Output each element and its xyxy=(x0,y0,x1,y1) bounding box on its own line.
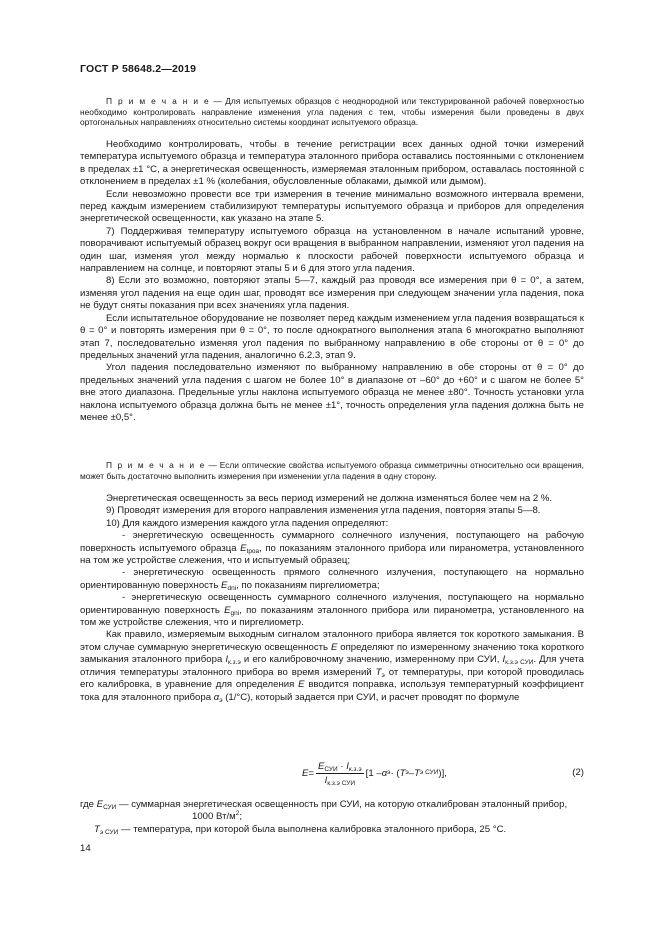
definition-t-sui: $T_{э СУИ}$ — температура, при которой была выполнена калибровка эталонного прибора, 25 °С. xyxy=(94,824,507,836)
paragraph-step-8: 8) Если это возможно, повторяют этапы 5—7, каждый раз проводя все измерения при θ = 0°, а затем, изменяя угол падения на еще один шаг, проводят все измерения при следующем значении угла падения, пока не будут сняты показания при всех значениях угла падения. xyxy=(80,275,584,312)
bullet-item: - энергетическую освещенность суммарного солнечного излучения, поступающего на рабочую поверхность испытуемого образца $E_{tpoa}$, по показаниям эталонного прибора или пиранометра, установленного на том же устройстве слежения, что и испытуемый образец; xyxy=(80,530,585,567)
paragraph: Как правило, измеряемым выходным сигналом эталонного прибора является ток короткого замыкания. В этом случае суммарную энергетическую освещенность E определяют по измеренному значению тока короткого замыкания эталонного прибора $I_{к.з.э}$ и его калибровочному значению, измеренному при СУИ, $I_{к.з.э СУИ}$. Для учета отличия температуры эталонного прибора во время измерений $T_э$ от температуры, при которой проводилась его калибровка, в уравнение для определения E вводится поправка, используя температурный коэффициент тока для эталонного прибора $\alpha_э$ (1/°С), который задается при СУИ, и расчет проводят по формуле xyxy=(80,629,584,704)
paragraph-step-7: 7) Поддерживая температуру испытуемого образца на установленном в начале испытаний уровне, поворачивают испытуемый образец вокруг оси вращения в выбранном направлении, изменяют угол падения на один шаг, изменяя угол между нормалью к плоскости рабочей поверхности испытуемого образца и направлением на солнце, и повторяют этапы 5 и 6 для этого угла падения. xyxy=(80,225,584,275)
note-text: — Для испытуемых образцов с неоднородной или текстурированной рабочей поверхностью необходимо контролировать направление изменения угла падения с тем, чтобы измерения были проведены в двух ортогональных направлениях относительно системы координат испытуемого образца. xyxy=(80,96,584,128)
paragraph-block-1 xyxy=(80,139,584,424)
page-number: 14 xyxy=(80,843,91,854)
paragraph-step-10: 10) Для каждого измерения каждого угла падения определяют: xyxy=(106,517,389,529)
paragraph: Если невозможно провести все три измерения в течение минимально возможного интервала времени, перед каждым измерением стабилизируют температуры испытуемого образца и приборов для определения энергетической освещенности, как указано на этапе 5. xyxy=(80,188,584,225)
note-text: — Если оптические свойства испытуемого образца симметричны относительно оси вращения, может быть достаточно выполнить измерения при изменении угла падения в одну сторону. xyxy=(80,460,584,481)
definition-e-sui: где $E_{СУИ}$ — суммарная энергетическая освещенность при СУИ, на которую откалиброван эталонный прибор, 1000 $Вт/м^2$; xyxy=(80,799,568,823)
paragraph: Энергетическая освещенность за весь период измерений не должна изменяться более чем на 2 %. xyxy=(106,493,553,504)
formula-number: (2) xyxy=(572,767,584,778)
note-label: П р и м е ч а н и е xyxy=(106,460,206,470)
paragraph-step-9: 9) Проводят измерения для второго направления изменения угла падения, повторяя этапы 5—8. xyxy=(106,505,541,517)
formula-expression: E = $\frac{E_{СУИ} \cdot I_{к.з.э}}{I_{к.з.э СУИ}}$ [1 – α э · ( T э – T э СУИ )], xyxy=(302,760,447,787)
paragraph-block-2 xyxy=(80,493,584,704)
formula-fraction: $\frac{E_{СУИ} \cdot I_{к.з.э}}{I_{к.з.э СУИ}}$ xyxy=(318,760,362,787)
bullet-item: - энергетическую освещенность прямого солнечного излучения, поступающего на нормально ориентированную поверхность $E_{dni}$, по показаниям пиргелиометра; xyxy=(80,567,584,592)
note-label: П р и м е ч а н и е xyxy=(106,96,211,106)
paragraph: Необходимо контролировать, чтобы в течение регистрации всех данных одной точки измерений температура испытуемого образца и температура эталонного прибора оставались постоянными с отклонением в пределах ±1 °С, а энергетическая освещенность, измеряемая эталонным прибором, оставалась постоянной с отклонением в пределах ±1 % (колебания, обусловленные облаками, дымкой или дымом). xyxy=(80,139,584,188)
bullet-item: - энергетическую освещенность суммарного солнечного излучения, поступающего на нормально ориентированную поверхность $E_{gni}$, по показаниям эталонного прибора или пиранометра, установленного на том же устройстве слежения, что и пиргелиометр. xyxy=(80,592,584,629)
note-2 xyxy=(80,460,584,481)
formula-2 xyxy=(80,755,584,791)
note-1 xyxy=(80,96,584,128)
document-header: ГОСТ Р 58648.2—2019 xyxy=(80,63,197,75)
paragraph: Угол падения последовательно изменяют по выбранному направлению в обе стороны от θ = 0° до предельных значений угла падения с шагом не более 10° в диапазоне от –60° до +60° и с шагом не более 5° вне этого диапазона. Предельные углы наклона испытуемого образца не менее ±80°. Точность установки угла наклона испытуемого образца должна быть не менее ±1°, точность определения угла падения должна быть не менее ±0,5°. xyxy=(80,362,584,423)
paragraph: Если испытательное оборудование не позволяет перед каждым изменением угла падения возвращаться к θ = 0° и повторять измерения при θ = 0°, то после однократного выполнения этапа 6 многократно выполняют этап 7, последовательно изменяя угол падения по выбранному направлению в обе стороны от θ = 0° до предельных значений угла падения, аналогично 6.2.3, этап 9. xyxy=(80,312,584,361)
